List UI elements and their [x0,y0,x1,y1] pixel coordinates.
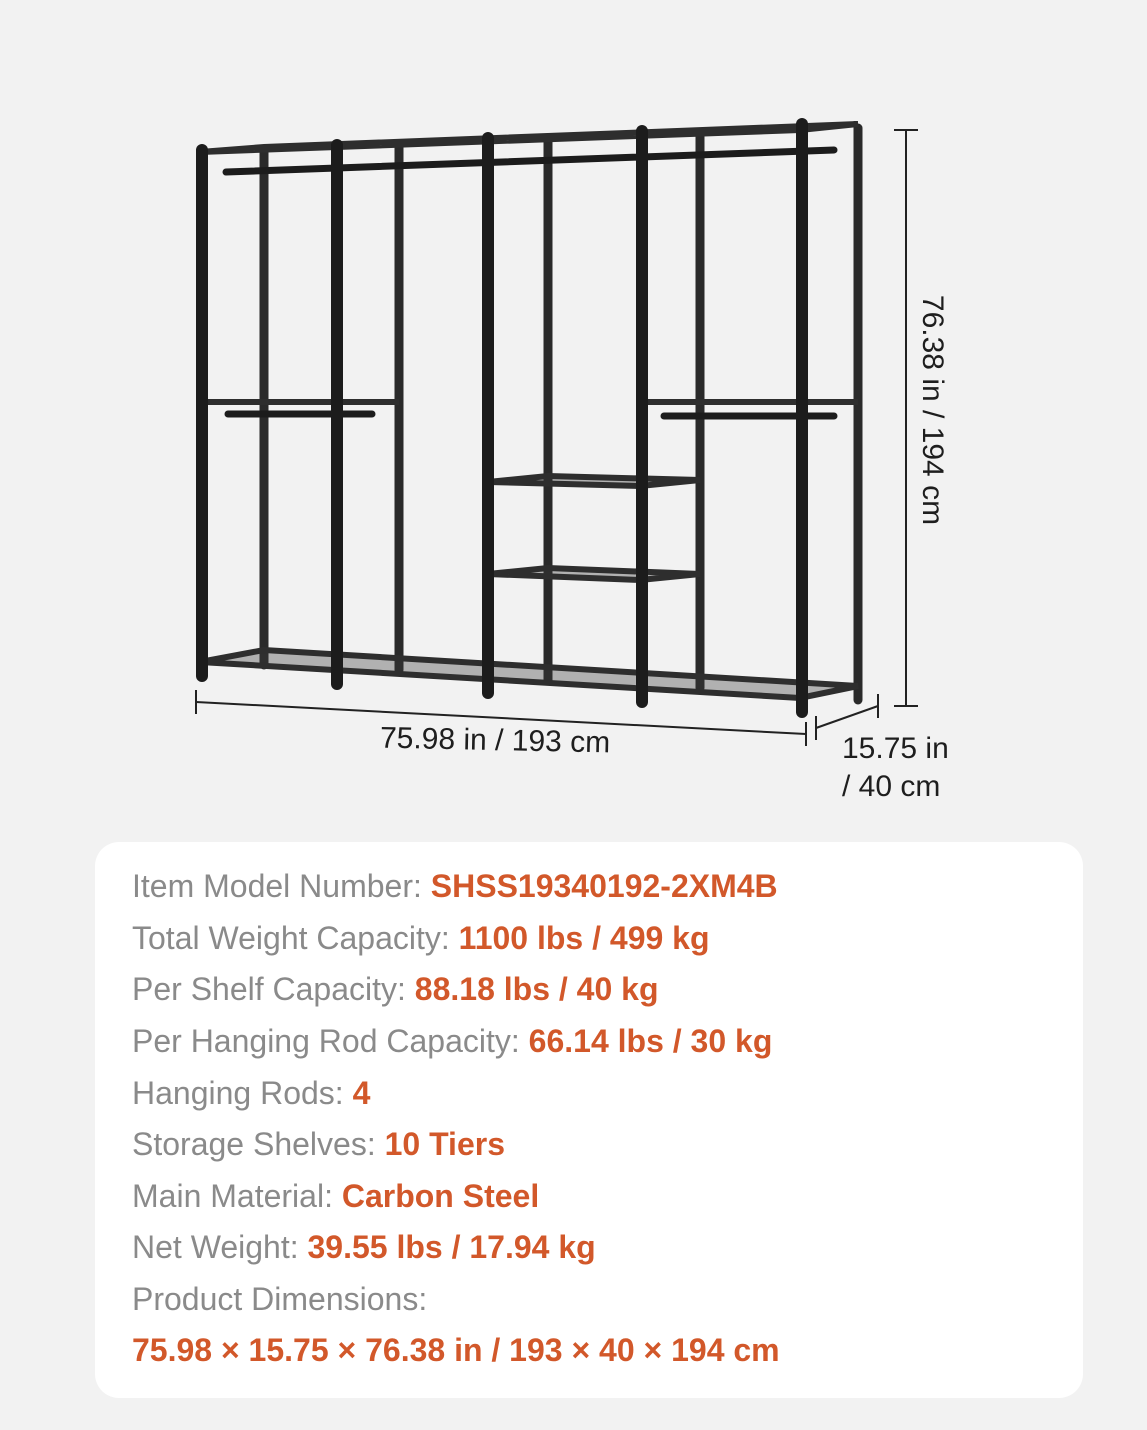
spec-value: Carbon Steel [341,1178,540,1214]
width-dimension-label: 75.98 in / 193 cm [379,721,611,760]
spec-label: Per Shelf Capacity: [132,971,406,1007]
depth-dimension-line [816,706,878,728]
spec-per-rod-capacity [132,1023,772,1060]
spec-label: Hanging Rods: [132,1075,344,1111]
bottom-shelf [200,650,858,698]
depth-label-line2: / 40 cm [842,770,941,803]
height-dimension-label: 76.38 in / 194 cm [916,294,949,526]
spec-label: Net Weight: [132,1229,299,1265]
spec-value: 10 Tiers [384,1126,505,1162]
spec-label: Main Material: [132,1178,333,1214]
spec-label: Storage Shelves: [132,1126,376,1162]
middle-shelf-upper [488,476,700,486]
spec-value: 75.98 × 15.75 × 76.38 in / 193 × 40 × 194 cm [132,1332,780,1368]
spec-value: 88.18 lbs / 40 kg [414,971,659,1007]
depth-label-line1: 15.75 in [842,732,949,765]
spec-value: 1100 lbs / 499 kg [458,920,710,956]
spec-value: 66.14 lbs / 30 kg [528,1023,773,1059]
spec-value: 39.55 lbs / 17.94 kg [307,1229,596,1265]
spec-product-dimensions-label [132,1281,427,1318]
specifications-card [95,842,1083,1398]
spec-label: Per Hanging Rod Capacity: [132,1023,520,1059]
spec-main-material [132,1178,539,1215]
middle-shelf-lower [488,568,700,580]
spec-product-dimensions-value [132,1332,780,1369]
spec-total-weight-capacity [132,920,710,957]
spec-storage-shelves [132,1126,505,1163]
spec-per-shelf-capacity [132,971,659,1008]
spec-hanging-rods [132,1075,370,1112]
top-hanging-rod [226,150,834,172]
spec-value: SHSS19340192-2XM4B [430,868,778,904]
spec-label: Total Weight Capacity: [132,920,450,956]
top-shelf [200,124,858,152]
depth-dimension-label [842,730,949,806]
spec-model-number [132,868,778,905]
spec-label: Product Dimensions: [132,1281,428,1317]
spec-label: Item Model Number: [132,868,422,904]
spec-value: 4 [352,1075,371,1111]
hanging-rods [226,150,834,416]
spec-net-weight [132,1229,596,1266]
